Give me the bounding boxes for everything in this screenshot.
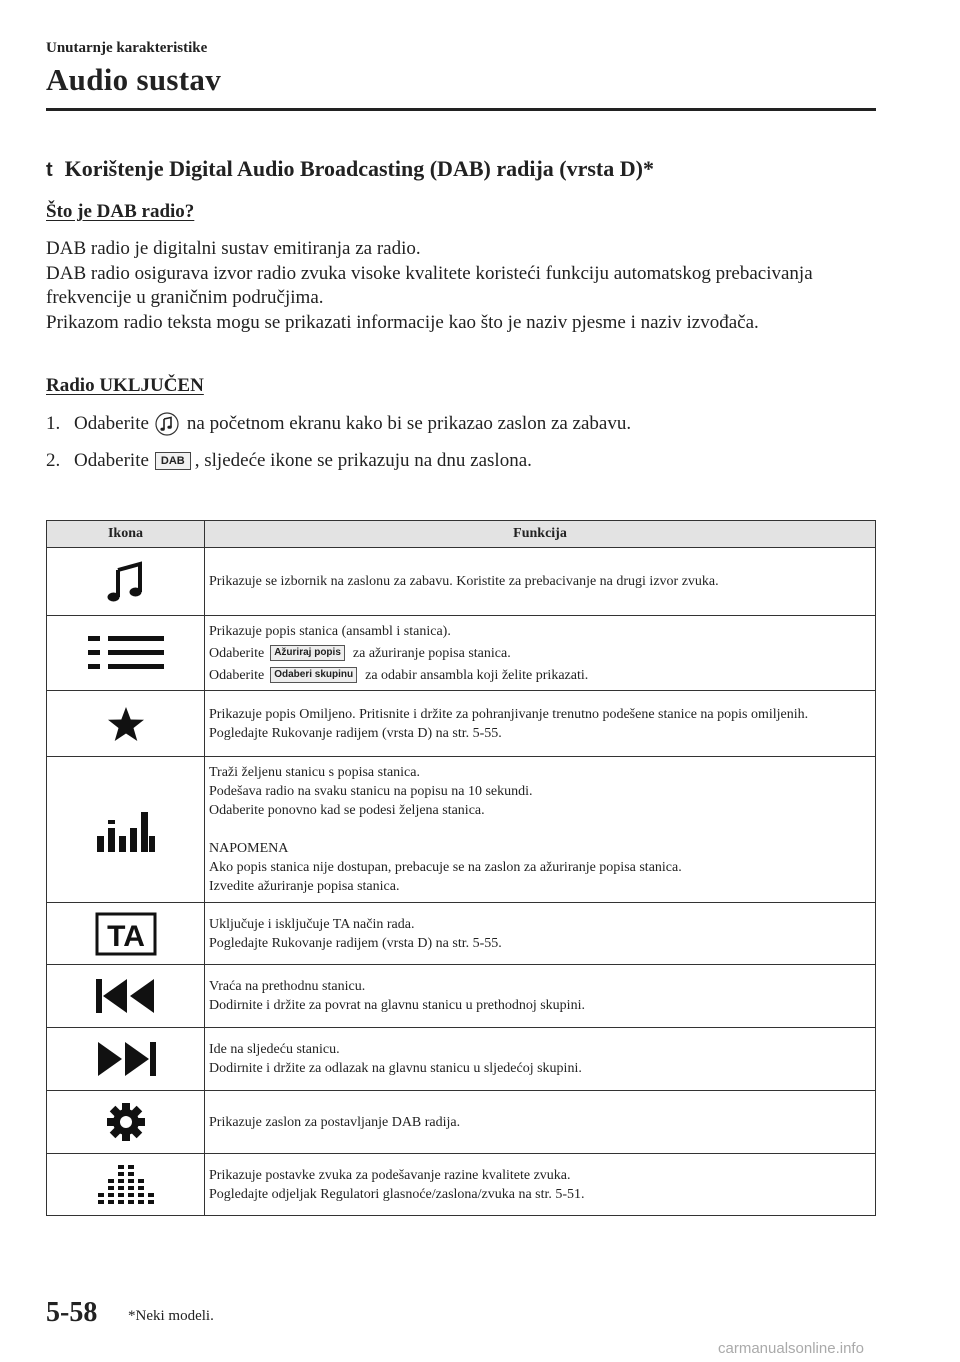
icon-cell — [47, 757, 205, 903]
function-text: Vraća na prethodnu stanicu. — [209, 979, 366, 994]
next-track-icon — [94, 1039, 158, 1079]
page-number: 5-58 — [46, 1297, 98, 1328]
step-1 — [46, 412, 631, 436]
function-text: Prikazuje postavke zvuka za podešavanje razine kvalitete zvuka. — [209, 1167, 571, 1183]
step-text: na početnom ekranu kako bi se prikazao zaslon za zabavu. — [186, 413, 632, 434]
step-text: , sljedeće ikone se prikazuju na dnu zaslona. — [194, 450, 532, 471]
note-text: Ako popis stanica nije dostupan, prebacuje se na zaslon za ažuriranje popisa stanica. — [209, 860, 682, 875]
step-number: 2. — [46, 450, 61, 471]
col-header-icon: Ikona — [47, 521, 205, 548]
table-row — [47, 548, 876, 616]
music-note-icon — [155, 412, 179, 436]
function-text: Uključuje i isključuje TA način rada. — [209, 916, 415, 932]
function-text: Prikazuje se izbornik na zaslonu za zabavu. Koristite za prebacivanje na drugi izvor zvuka. — [209, 574, 719, 589]
function-text: Dodirnite i držite za povrat na glavnu stanicu u prethodnoj skupini. — [209, 998, 585, 1013]
dab-button: DAB — [155, 452, 191, 470]
icon-cell — [47, 903, 205, 965]
star-icon — [106, 704, 146, 744]
table-row — [47, 691, 876, 757]
icon-cell — [47, 1028, 205, 1091]
music-note-icon — [104, 560, 148, 604]
function-text: Dodirnite i držite za odlazak na glavnu stanicu u sljedećoj skupini. — [209, 1061, 582, 1076]
table-row — [47, 1154, 876, 1216]
table-row — [47, 1091, 876, 1154]
function-text: Prikazuje zaslon za postavljanje DAB radija. — [209, 1114, 461, 1130]
title-rule — [46, 108, 876, 111]
col-header-function: Funkcija — [205, 521, 876, 548]
function-text: Pogledajte odjeljak Regulatori glasnoće/zaslona/zvuka na str. 5-51. — [209, 1186, 585, 1202]
footnote: *Neki modeli. — [128, 1308, 214, 1324]
function-text: Ide na sljedeću stanicu. — [209, 1042, 340, 1057]
function-text: Odaberite Ažuriraj popis za ažuriranje popisa stanica. — [209, 645, 511, 661]
icon-cell — [47, 548, 205, 616]
equalizer-icon — [98, 1163, 154, 1207]
function-cell — [205, 548, 876, 616]
function-cell — [205, 1154, 876, 1216]
function-text: Prikazuje popis stanica (ansambl i stanica). — [209, 623, 451, 639]
section-label: Unutarnje karakteristike — [46, 40, 208, 56]
function-cell — [205, 965, 876, 1028]
heading-bullet: t — [46, 159, 53, 181]
step-text: Odaberite — [74, 450, 149, 471]
table-row — [47, 616, 876, 691]
gear-icon — [104, 1100, 148, 1144]
svg-text:TA: TA — [106, 919, 145, 953]
section-heading — [46, 156, 654, 182]
previous-track-icon — [94, 976, 158, 1016]
table-row — [47, 903, 876, 965]
update-list-button: Ažuriraj popis — [270, 645, 345, 661]
function-cell — [205, 757, 876, 903]
list-icon — [86, 633, 166, 673]
icon-cell — [47, 965, 205, 1028]
table-row — [47, 1028, 876, 1091]
function-text: Pogledajte Rukovanje radijem (vrsta D) na str. 5-55. — [209, 935, 502, 951]
scan-icon — [95, 806, 157, 854]
icon-cell — [47, 1154, 205, 1216]
step-number: 1. — [46, 413, 61, 434]
heading-text: Korištenje Digital Audio Broadcasting (DAB) radija (vrsta D)* — [64, 156, 654, 181]
subheading-radio-on: Radio UKLJUČEN — [46, 375, 204, 396]
function-cell — [205, 616, 876, 691]
function-text: Prikazuje popis Omiljeno. Pritisnite i držite za pohranjivanje trenutno podešene stanice na popis omiljenih. — [209, 706, 809, 722]
function-text: Traži željenu stanicu s popisa stanica. — [209, 765, 420, 780]
note-text: Izvedite ažuriranje popisa stanica. — [209, 879, 400, 894]
intro-line: DAB radio osigurava izvor radio zvuka visoke kvalitete koristeći funkciju automatskog prebacivanja frekvencije u graničnim područjima. — [46, 262, 813, 308]
page-title: Audio sustav — [46, 62, 222, 97]
watermark: carmanualsonline.info — [718, 1340, 864, 1357]
function-cell — [205, 903, 876, 965]
note-title: NAPOMENA — [209, 841, 289, 856]
function-text: Podešava radio na svaku stanicu na popisu na 10 sekundi. — [209, 784, 533, 799]
intro-line: DAB radio je digitalni sustav emitiranja za radio. — [46, 238, 421, 259]
icon-cell — [47, 616, 205, 691]
subheading-what-is-dab: Što je DAB radio? — [46, 201, 195, 222]
step-text: Odaberite — [74, 413, 149, 434]
icon-cell — [47, 691, 205, 757]
select-group-button: Odaberi skupinu — [270, 667, 357, 683]
intro-paragraph — [46, 237, 886, 335]
function-text: Odaberite ponovno kad se podesi željena stanica. — [209, 803, 485, 818]
table-row — [47, 757, 876, 903]
function-cell — [205, 691, 876, 757]
function-text: Pogledajte Rukovanje radijem (vrsta D) na str. 5-55. — [209, 725, 502, 741]
step-2 — [46, 450, 532, 472]
icon-cell — [47, 1091, 205, 1154]
table-row — [47, 965, 876, 1028]
icon-function-table — [46, 520, 876, 1216]
function-text: Odaberite Odaberi skupinu za odabir ansambla koji želite prikazati. — [209, 667, 589, 683]
function-cell — [205, 1028, 876, 1091]
function-cell — [205, 1091, 876, 1154]
table-header-row — [47, 521, 876, 548]
ta-icon — [95, 912, 157, 956]
intro-line: Prikazom radio teksta mogu se prikazati informacije kao što je naziv pjesme i naziv izvođača. — [46, 311, 759, 333]
